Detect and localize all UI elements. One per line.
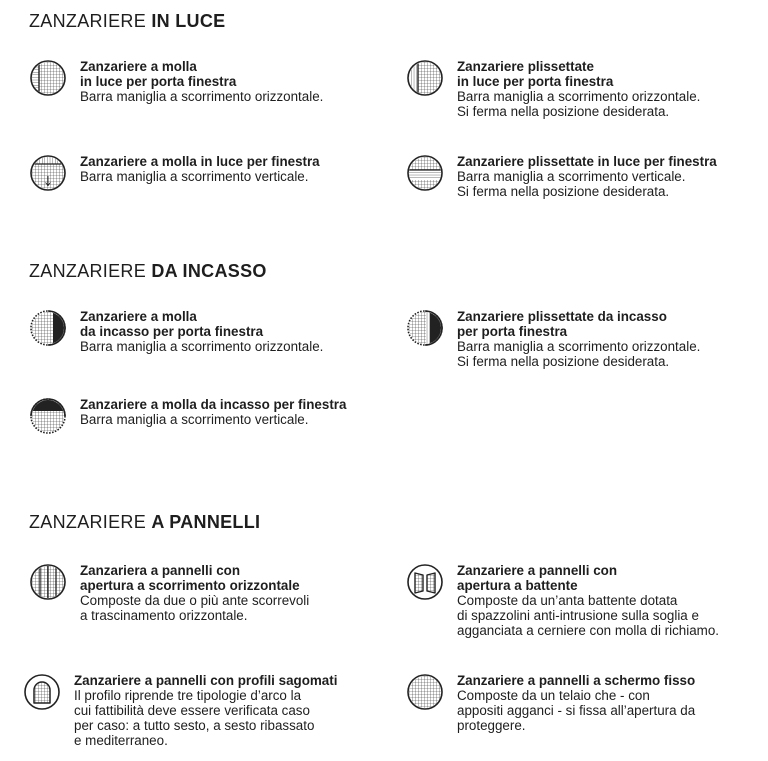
profili-sagomati-icon bbox=[23, 673, 61, 711]
item-description: Barra maniglia a scorrimento orizzontale. bbox=[457, 89, 701, 104]
item-title: Zanzariere a molla da incasso per finestra bbox=[80, 397, 347, 412]
molla-incasso-finestra-icon bbox=[29, 397, 67, 435]
molla-incasso-porta-icon bbox=[29, 309, 67, 347]
item-description: Barra maniglia a scorrimento verticale. bbox=[80, 169, 309, 184]
molla-porta-finestra-icon bbox=[29, 59, 67, 97]
item-title: Zanzariere plissettate da incasso bbox=[457, 309, 667, 324]
molla-finestra-icon bbox=[29, 154, 67, 192]
item-description: appositi agganci - si fissa all’apertura da bbox=[457, 703, 696, 718]
item-description: di spazzolini anti-intrusione sulla soglia e bbox=[457, 608, 699, 623]
item-description: Barra maniglia a scorrimento verticale. bbox=[80, 412, 309, 427]
section-title-a-pannelli: ZANZARIERE A PANNELLI bbox=[29, 512, 261, 532]
item-title: Zanzariere a molla in luce per finestra bbox=[80, 154, 320, 169]
item-description: Composte da due o più ante scorrevoli bbox=[80, 593, 310, 608]
item-description: cui fattibilità deve essere verificata caso bbox=[74, 703, 310, 718]
item-description: agganciata a cerniere con molla di richiamo. bbox=[457, 623, 720, 638]
item-title: Zanzariere a molla bbox=[80, 59, 197, 74]
item-description: proteggere. bbox=[457, 718, 526, 733]
plissettata-incasso-porta-icon bbox=[406, 309, 444, 347]
section-title-in-luce: ZANZARIERE IN LUCE bbox=[29, 11, 226, 31]
item-title: Zanzariere plissettate in luce per finestra bbox=[457, 154, 717, 169]
schermo-fisso-icon bbox=[406, 673, 444, 711]
item-description: Barra maniglia a scorrimento verticale. bbox=[457, 169, 686, 184]
item-description: per caso: a tutto sesto, a sesto ribassato bbox=[74, 718, 315, 733]
item-description: Composte da un’anta battente dotata bbox=[457, 593, 678, 608]
section-title-da-incasso: ZANZARIERE DA INCASSO bbox=[29, 261, 267, 281]
item-description: Si ferma nella posizione desiderata. bbox=[457, 104, 670, 119]
item-description: Barra maniglia a scorrimento orizzontale. bbox=[80, 89, 324, 104]
item-title: Zanzariere a pannelli con bbox=[457, 563, 617, 578]
item-description: Barra maniglia a scorrimento orizzontale. bbox=[80, 339, 324, 354]
item-description: e mediterraneo. bbox=[74, 733, 168, 748]
item-description: Si ferma nella posizione desiderata. bbox=[457, 354, 670, 369]
item-title: da incasso per porta finestra bbox=[80, 324, 264, 339]
item-title: Zanzariere a molla bbox=[80, 309, 197, 324]
item-description: Barra maniglia a scorrimento orizzontale. bbox=[457, 339, 701, 354]
item-description: Si ferma nella posizione desiderata. bbox=[457, 184, 670, 199]
item-title: in luce per porta finestra bbox=[457, 74, 614, 89]
item-title: Zanzariere plissettate bbox=[457, 59, 594, 74]
item-title: in luce per porta finestra bbox=[80, 74, 237, 89]
pannelli-battente-icon bbox=[406, 563, 444, 601]
pannelli-scorrimento-icon bbox=[29, 563, 67, 601]
item-description: Composte da un telaio che - con bbox=[457, 688, 650, 703]
item-title: apertura a battente bbox=[457, 578, 578, 593]
item-description: a trascinamento orizzontale. bbox=[80, 608, 248, 623]
item-title: apertura a scorrimento orizzontale bbox=[80, 578, 300, 593]
item-title: Zanzariera a pannelli con bbox=[80, 563, 240, 578]
item-title: per porta finestra bbox=[457, 324, 568, 339]
item-description: Il profilo riprende tre tipologie d’arco la bbox=[74, 688, 302, 703]
item-title: Zanzariere a pannelli a schermo fisso bbox=[457, 673, 696, 688]
plissettata-finestra-icon bbox=[406, 154, 444, 192]
item-title: Zanzariere a pannelli con profili sagomati bbox=[74, 673, 338, 688]
plissettata-porta-finestra-icon bbox=[406, 59, 444, 97]
